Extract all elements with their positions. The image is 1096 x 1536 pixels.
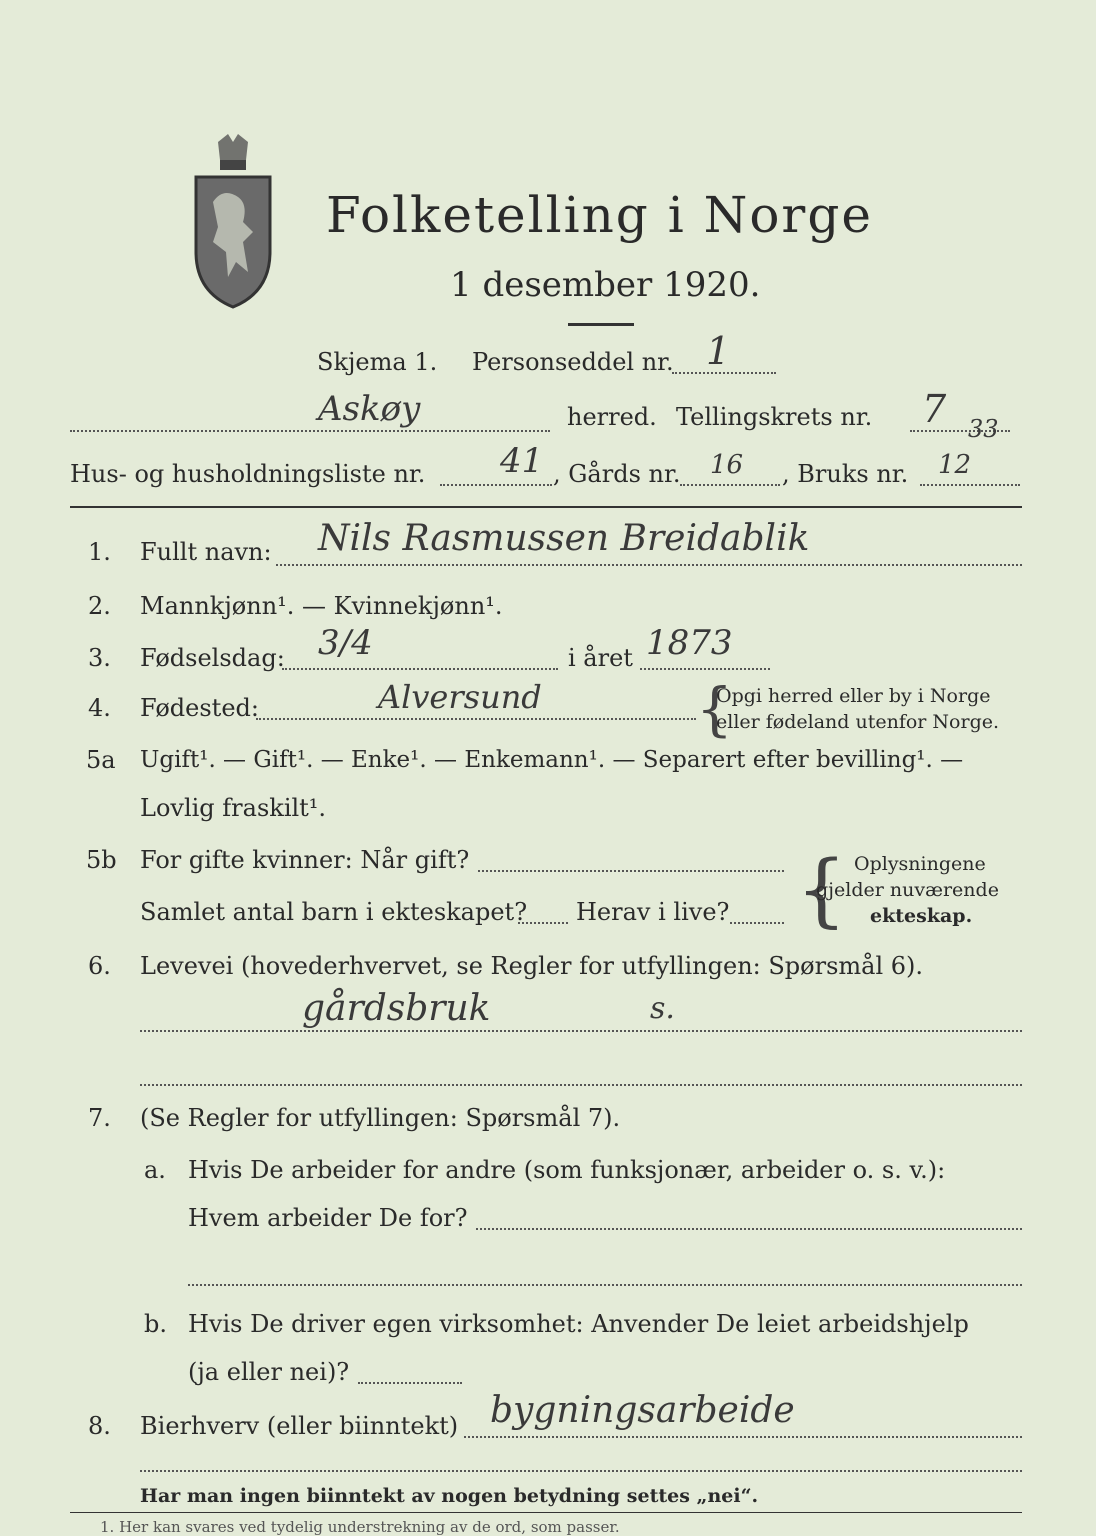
marital-status-options[interactable]: Ugift¹. — Gift¹. — Enke¹. — Enkemann¹. — Separert efter bevilling¹. — — [140, 747, 964, 773]
q1-number: 1. — [88, 538, 111, 566]
personseddel-label: Personseddel nr. — [472, 348, 674, 376]
q7a-line2: Hvem arbeider De for? — [188, 1204, 468, 1232]
birthday-value[interactable]: 3/4 — [318, 623, 373, 663]
occupation-value[interactable]: gårdsbruk — [302, 988, 491, 1029]
form-date: 1 desember 1920. — [450, 265, 761, 305]
title-divider — [568, 323, 634, 326]
q5b-note-3: ekteskap. — [870, 905, 973, 927]
q7-label: (Se Regler for utfyllingen: Spørsmål 7). — [140, 1104, 621, 1132]
q5b-children-label: Samlet antal barn i ekteskapet? — [140, 898, 528, 926]
birthday-line — [282, 668, 558, 670]
marital-status-options-2[interactable]: Lovlig fraskilt¹. — [140, 794, 327, 822]
q3-label: Fødselsdag: — [140, 644, 285, 672]
q3-number: 3. — [88, 644, 111, 672]
personseddel-value[interactable]: 1 — [706, 329, 731, 373]
footer-note: Har man ingen biinntekt av nogen betydning settes „nei“. — [140, 1485, 759, 1507]
q7a-line1: Hvis De arbeider for andre (som funksjonær, arbeider o. s. v.): — [188, 1156, 946, 1184]
q5b-alive-label: Herav i live? — [576, 898, 730, 926]
q5a-number: 5a — [86, 746, 116, 774]
children-line — [518, 922, 568, 924]
hus-label: Hus- og husholdningsliste nr. — [70, 460, 426, 488]
q4-label: Fødested: — [140, 694, 259, 722]
occupation-line-2 — [140, 1084, 1022, 1086]
tellingskrets-label: Tellingskrets nr. — [676, 403, 873, 431]
full-name-value[interactable]: Nils Rasmussen Breidablik — [318, 518, 810, 559]
q7b-line1: Hvis De driver egen virksomhet: Anvender De leiet arbeidshjelp — [188, 1310, 969, 1338]
footer-rule — [70, 1512, 1022, 1513]
form-title: Folketelling i Norge — [326, 186, 873, 244]
herred-line — [70, 430, 550, 432]
q7b-line2: (ja eller nei)? — [188, 1358, 350, 1386]
hired-help-line[interactable] — [358, 1382, 462, 1384]
hus-line — [440, 484, 552, 486]
q7-number: 7. — [88, 1104, 111, 1132]
q8-number: 8. — [88, 1412, 111, 1440]
q8-label: Bierhverv (eller biinntekt) — [140, 1412, 459, 1440]
skjema-label: Skjema 1. — [317, 348, 438, 376]
gards-value[interactable]: 16 — [710, 450, 744, 480]
q1-label: Fullt navn: — [140, 538, 272, 566]
occupation-extra[interactable]: s. — [650, 991, 675, 1026]
q5b-brace: { — [796, 843, 847, 936]
gards-label: , Gårds nr. — [553, 460, 681, 488]
q7a-number: a. — [144, 1156, 166, 1184]
q5b-number: 5b — [86, 846, 117, 874]
side-income-line — [464, 1436, 1022, 1438]
occupation-line — [140, 1030, 1022, 1032]
q5b-line1: For gifte kvinner: Når gift? — [140, 846, 470, 874]
q1-line — [276, 564, 1022, 566]
bruks-label: , Bruks nr. — [782, 460, 909, 488]
hus-value[interactable]: 41 — [500, 441, 544, 481]
employer-line-2[interactable] — [188, 1284, 1022, 1286]
birthplace-value[interactable]: Alversund — [378, 678, 542, 716]
q5b-note-1: Oplysningene — [854, 853, 986, 875]
q2-number: 2. — [88, 592, 111, 620]
tellingskrets-value[interactable]: 7 — [922, 387, 947, 431]
q5b-note-2: gjelder nuværende — [816, 879, 999, 901]
birthplace-line — [256, 718, 696, 720]
year-label: i året — [568, 644, 633, 672]
q4-number: 4. — [88, 694, 111, 722]
q4-note-1: Opgi herred eller by i Norge — [716, 685, 991, 707]
side-income-value[interactable]: bygningsarbeide — [490, 1390, 795, 1431]
tellingskrets-extra[interactable]: 33 — [968, 415, 999, 443]
footnote: 1. Her kan svares ved tydelig understrekning av de ord, som passer. — [100, 1518, 620, 1536]
year-line — [640, 668, 770, 670]
alive-line — [730, 922, 784, 924]
herred-value[interactable]: Askøy — [318, 389, 421, 429]
q7b-number: b. — [144, 1310, 167, 1338]
q6-label: Levevei (hovederhvervet, se Regler for utfyllingen: Spørsmål 6). — [140, 952, 924, 980]
q4-brace: { — [696, 675, 733, 743]
coat-of-arms-icon — [188, 132, 278, 312]
q6-number: 6. — [88, 952, 111, 980]
herred-label: herred. — [567, 403, 657, 431]
q4-note-2: eller fødeland utenfor Norge. — [716, 711, 1000, 733]
side-income-line-2 — [140, 1470, 1022, 1472]
bruks-line — [920, 484, 1020, 486]
birth-year-value[interactable]: 1873 — [646, 623, 733, 663]
bruks-value[interactable]: 12 — [938, 450, 972, 480]
gards-line — [680, 484, 780, 486]
employer-line[interactable] — [476, 1228, 1022, 1230]
gender-options[interactable]: Mannkjønn¹. — Kvinnekjønn¹. — [140, 592, 503, 620]
header-rule — [70, 506, 1022, 508]
married-when-line — [478, 870, 784, 872]
